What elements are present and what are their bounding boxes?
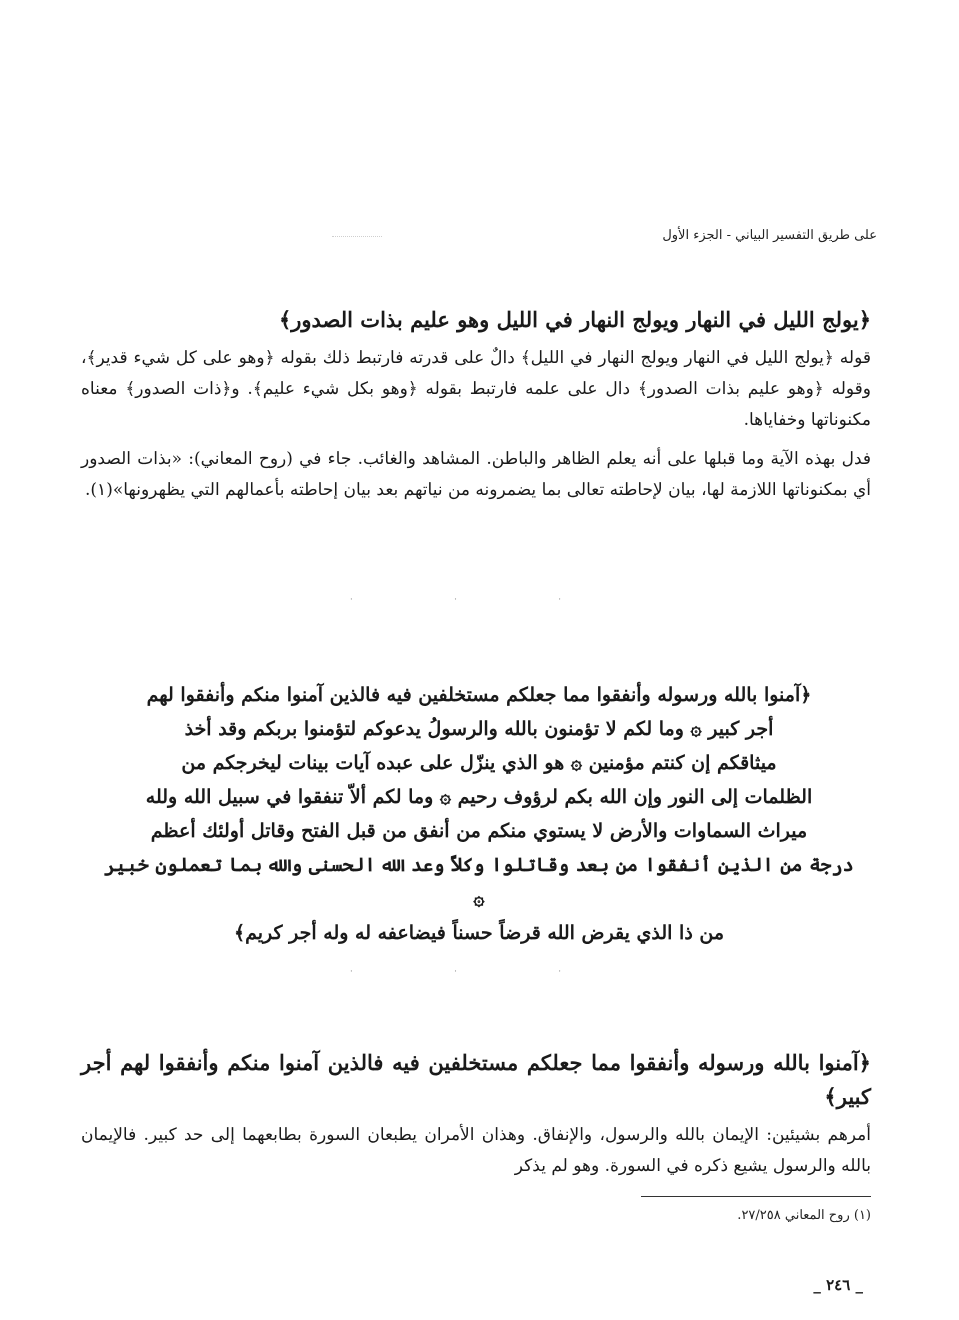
section-2-paragraph-1: أمرهم بشيئين: الإيمان بالله والرسول، والإنفاق. وهذان الأمران يطبعان السورة بطابعهما إلى حد كبير. فالإيمان بالله والرسول يشيع ذكره في السورة. وهو لم يذكر (81, 1125, 871, 1176)
verse-line-2: أجر كبير ۞ وما لكم لا تؤمنون بالله والرسولُ يدعوكم لتؤمنوا بربكم وقد أخذ (184, 718, 774, 740)
section-2 (81, 1046, 871, 1182)
section-1-paragraph-2: فدل بهذه الآية وما قبلها على أنه يعلم الظاهر والباطن. المشاهد والغائب. جاء في (روح المعاني): «بذات الصدور أي بمكنوناتها اللازمة لها، بيان لإحاطته تعالى بما يضمرونه من نياتهم بعد بيان إحاطته بأعمالهم التي يظهرونها»(١). (81, 449, 871, 500)
page-number: _ ٢٤٦ _ (813, 1276, 863, 1294)
running-head: على طريق التفسير البياني - الجزء الأول (662, 228, 877, 243)
verse-block (99, 678, 859, 950)
verse-line-1: ﴿آمنوا بالله ورسوله وأنفقوا مما جعلكم مستخلفين فيه فالذين آمنوا منكم وأنفقوا لهم (146, 684, 812, 706)
section-separator-2: ˙ ˙ ˙ (348, 970, 611, 981)
section-1-heading: ﴿يولج الليل في النهار ويولج النهار في الليل وهو عليم بذات الصدور﴾ (278, 307, 871, 332)
section-1-paragraph-1: قوله ﴿يولج الليل في النهار ويولج النهار في الليل﴾ دالٌ على قدرته فارتبط ذلك بقوله ﴿وهو على كل شيء قدير﴾، وقوله ﴿وهو عليم بذات الصدور﴾ دال على علمه فارتبط بقوله ﴿وهو بكل شيء عليم﴾. و﴿ذات الصدور﴾ معناه مكنوناتها وخفاياها. (81, 348, 871, 430)
verse-line-4: الظلمات إلى النور وإن الله بكم لرؤوف رحيم ۞ وما لكم ألاّ تنفقوا في سبيل الله ولله (145, 786, 813, 808)
verse-line-5: ميراث السماوات والأرض لا يستوي منكم من أنفق من قبل الفتح وقاتل أولئك أعظم (150, 820, 808, 842)
section-separator-1: ˙ ˙ ˙ (348, 598, 611, 609)
footnote-rule (641, 1196, 871, 1197)
verse-line-7: من ذا الذي يقرض الله قرضاً حسناً فيضاعفه له وله أجر كريم﴾ (233, 922, 725, 944)
verse-line-3: ميثاقكم إن كنتم مؤمنين ۞ هو الذي ينزّل على عبده آيات بينات ليخرجكم من (181, 752, 777, 774)
scan-artifact (332, 236, 382, 237)
footnote: (١) روح المعاني ٢٧/٢٥٨. (737, 1208, 871, 1223)
verse-line-6: درجة من الذين أنفقوا من بعد وقاتلوا وكلاً وعد الله الحسنى والله بما تعملون خبير ۞ (104, 854, 854, 910)
section-1 (81, 303, 871, 506)
section-2-heading: ﴿آمنوا بالله ورسوله وأنفقوا مما جعلكم مستخلفين فيه فالذين آمنوا منكم وأنفقوا لهم أجر كبير﴾ (81, 1050, 871, 1109)
